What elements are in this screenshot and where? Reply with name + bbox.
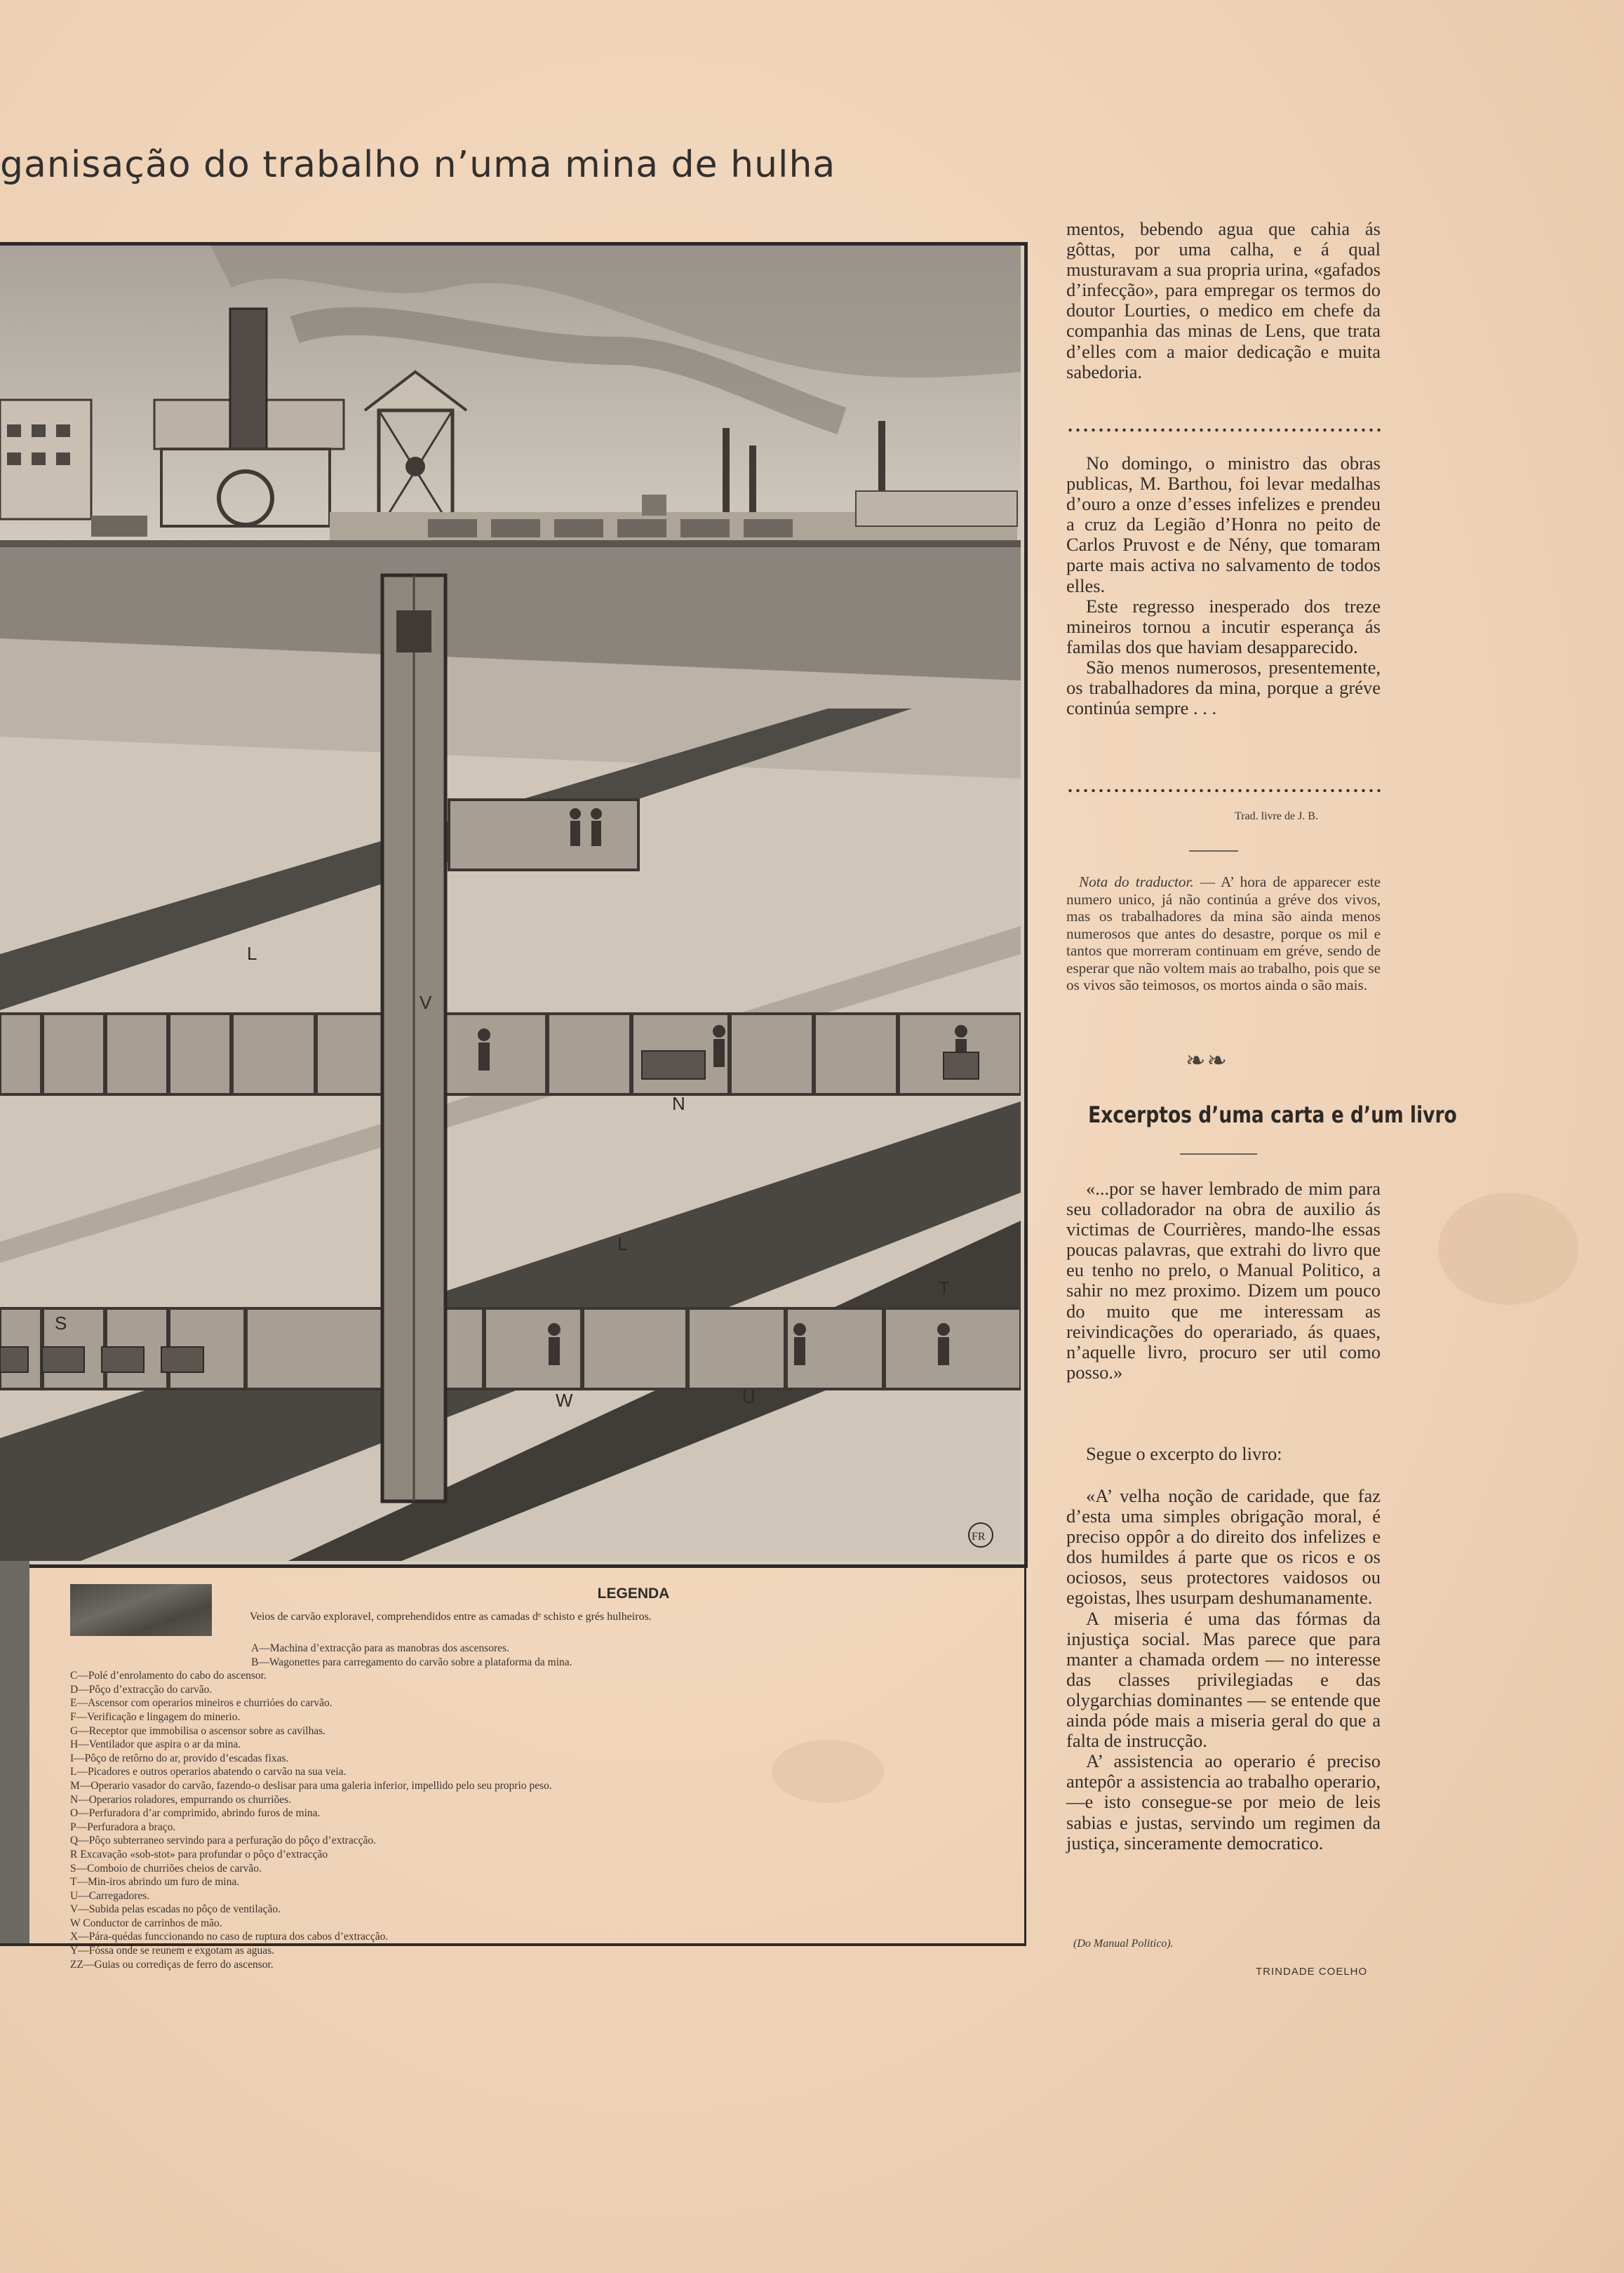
legend-item: Q—Pôço subterraneo servindo para a perfuração do pôço d’extracção.: [70, 1835, 376, 1847]
dotted-separator: [1066, 787, 1381, 794]
note-body: — A’ hora de apparecer este numero unico, já não continúa a gréve dos vivos, mas os trabalhadores da mina são ainda menos numerosos que antes do desastre, porque os mil e tantos que morreram continuam em gréve, sendo de esperar que não voltem mais ao trabalho, pois que se os vivos são teimosos, os mortos ainda o são mais.: [1066, 873, 1381, 993]
mine-cross-section-drawing: [0, 246, 1021, 1561]
legend-swatch-description: Veios de carvão exploravel, comprehendidos entre as camadas dᵉ schisto e grés hulheiros.: [250, 1611, 652, 1623]
legend-item: R Excavação «sob-stot» para profundar o pôço d’extracção: [70, 1848, 328, 1860]
paragraph: «...por se haver lembrado de mim para seu colladorador na obra de auxilio ás victimas de Courrières, mando-lhe essas poucas palavras, que extrahi do livro que eu tenho no prelo, o Manual Politico, a sahir no mez proximo. Dizem um pouco do muito que me interessam as reivindicações do operariado, ás quaes, n’aquelle livro, procuro ser util como posso.»: [1066, 1178, 1381, 1383]
mine-illustration: [0, 242, 1028, 1568]
paragraph: Este regresso inesperado dos treze mineiros tornou a incutir esperança ás familas dos que haviam desapparecido.: [1066, 595, 1381, 657]
coal-seam-swatch: [70, 1584, 212, 1636]
ornament: ❧❧: [1186, 1048, 1228, 1074]
article-column: [1066, 453, 1381, 718]
paper-stain: [1438, 1193, 1578, 1305]
legend-item: T—Min-iros abrindo um furo de mina.: [70, 1876, 240, 1889]
legend-item: C—Polé d’enrolamento do cabo do ascensor.: [70, 1670, 267, 1682]
legend-item: A—Machina d’extracção para as manobras dos ascensores.: [251, 1642, 509, 1654]
figure-label: S: [55, 1313, 67, 1334]
legend-item: H—Ventilador que aspira o ar da mina.: [70, 1738, 241, 1751]
figure-label: T: [939, 1278, 950, 1299]
paragraph: Segue o excerpto do livro:: [1086, 1443, 1282, 1464]
legend-item: ZZ—Guias ou corrediças de ferro do ascensor.: [70, 1958, 274, 1971]
author-signature: TRINDADE COELHO: [1256, 1966, 1368, 1978]
figure-label: V: [420, 992, 432, 1013]
paragraph: São menos numerosos, presentemente, os trabalhadores da mina, porque a gréve continúa sempre . . .: [1066, 656, 1381, 719]
engraver-monogram: FR: [972, 1531, 986, 1543]
legend-item: F—Verificação e lingagem do minerio.: [70, 1710, 241, 1723]
page-headline: ganisação do trabalho n’uma mina de hulha: [0, 144, 836, 186]
title-underline: [1180, 1153, 1257, 1155]
letter-excerpt: [1066, 1179, 1381, 1383]
paragraph: «A’ velha noção de caridade, que faz d’esta uma simples obrigação moral, é preciso oppôr a do direito dos infelizes e dos humildes á parte que os ricos e os ociosos, seus protectores vaidosos ou egoistas, lhes usurpam deshumanamente.: [1066, 1485, 1381, 1609]
legend-item: P—Perfuradora a braço.: [70, 1821, 176, 1833]
legend-item: S—Comboio de churriões cheios de carvão.: [70, 1862, 262, 1875]
legend-item: W Conductor de carrinhos de mão.: [70, 1917, 222, 1929]
legend-list: [70, 1642, 1010, 1971]
legend-item: I—Pôço de retôrno do ar, provido d’escadas fixas.: [70, 1752, 289, 1764]
dotted-separator: [1066, 427, 1381, 434]
legend-item: U—Carregadores.: [70, 1889, 150, 1902]
figure-label: L: [617, 1233, 628, 1254]
note-lead: Nota do traductor.: [1079, 873, 1194, 890]
legend-item: V—Subida pelas escadas no pôço de ventilação.: [70, 1903, 281, 1916]
legend-item: L—Picadores e outros operarios abatendo o carvão na sua veia.: [70, 1766, 347, 1778]
figure-label: L: [247, 943, 257, 964]
source-citation: (Do Manual Politico).: [1073, 1938, 1174, 1950]
legend-item: X—Pára-quédas funccionando no caso de ruptura dos cabos d’extracção.: [70, 1931, 389, 1943]
legend-item: D—Pôço d’extracção do carvão.: [70, 1683, 213, 1696]
figure-label: U: [742, 1386, 756, 1407]
short-rule: [1189, 850, 1238, 852]
legend-item: G—Receptor que immobilisa o ascensor sobre as cavilhas.: [70, 1724, 326, 1737]
figure-label: N: [672, 1093, 685, 1114]
legend-item: O—Perfuradora d’ar comprimido, abrindo furos de mina.: [70, 1807, 321, 1820]
legend-item: E—Ascensor com operarios mineiros e churrióes do carvão.: [70, 1697, 333, 1710]
excerpt-intro: [1066, 1444, 1381, 1464]
legend-item: B—Wagonettes para carregamento do carvão sobre a plataforma da mina.: [251, 1656, 572, 1668]
legend-item: M—Operario vasador do carvão, fazendo-o deslisar para uma galeria inferior, impellido pelo seu proprio peso.: [70, 1779, 552, 1792]
translator-note: [1066, 873, 1381, 994]
figure-label: W: [556, 1390, 573, 1411]
legend-item: N—Operarios roladores, empurrando os churriões.: [70, 1793, 292, 1806]
legend-left-edge: [0, 1561, 29, 1943]
paragraph: A miseria é uma das fórmas da injustiça social. Mas parece que para manter a chamada ordem — no interesse das classes privilegiadas e das olygarchias dominantes — se entende que ainda póde mais a miseria geral do que a falta de instrucção.: [1066, 1607, 1381, 1752]
legend-title: LEGENDA: [597, 1585, 670, 1602]
translator-credit: Trad. livre de J. B.: [1235, 810, 1318, 822]
paragraph: A’ assistencia ao operario é preciso antepôr a assistencia ao trabalho operario,—e isto consegue-se por meio de leis sabias e justas, servindo um regimen da justiça, sinceramente democratico.: [1066, 1750, 1381, 1853]
paragraph: mentos, bebendo agua que cahia ás gôttas, por uma calha, e á qual musturavam a sua propria urina, «gafados d’infecção», para empregar os termos do doutor Lourties, o medico em chefe da companhia das minas de Lens, que trata d’elles com a maior dedicação e muita sabedoria.: [1066, 218, 1381, 382]
paragraph: No domingo, o ministro das obras publicas, M. Barthou, foi levar medalhas d’ouro a onze d’esses infelizes e prendeu a cruz da Legião d’Honra no peito de Carlos Pruvost e de Nény, que tomaram parte mais activa no salvamento de todos elles.: [1066, 452, 1381, 596]
section-title: Excerptos d’uma carta e d’um livro: [1088, 1101, 1457, 1128]
book-excerpt: [1066, 1486, 1381, 1853]
legend-item: Y—Fóssa onde se reunem e exgotam as aguas.: [70, 1945, 274, 1957]
article-column: [1066, 219, 1381, 382]
